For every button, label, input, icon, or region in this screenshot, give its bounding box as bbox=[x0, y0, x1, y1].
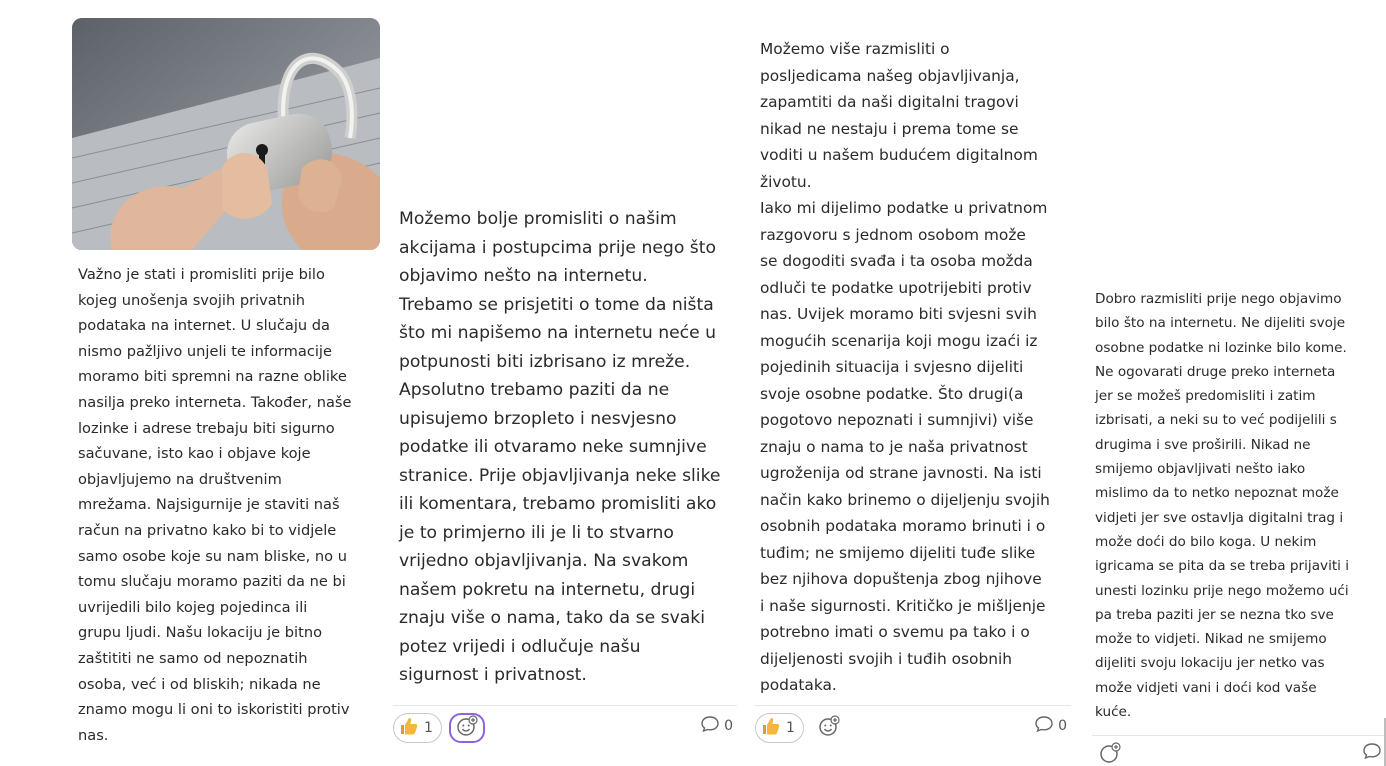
post-footer bbox=[755, 705, 1071, 748]
add-emoji-icon bbox=[818, 715, 840, 741]
add-reaction-button[interactable] bbox=[811, 713, 847, 743]
reaction-count: 1 bbox=[424, 720, 433, 736]
post-card-1 bbox=[72, 18, 380, 748]
thumbs-up-icon bbox=[399, 716, 419, 740]
post-card-3 bbox=[755, 36, 1069, 736]
add-reaction-button[interactable] bbox=[449, 713, 485, 743]
post-card-4 bbox=[1092, 287, 1386, 724]
post-card-2 bbox=[393, 205, 735, 736]
post-footer bbox=[393, 705, 737, 748]
comment-count: 0 bbox=[724, 718, 733, 734]
post-text: Dobro razmisliti prije nego objavimo bilo što na internetu. Ne dijeliti svoje osobne podatke ni lozinke bilo kome. Ne ogovarati druge preko interneta jer se možeš predomisliti i zatim izbrisati, a neki su to već podijelili s drugima i sve proširili. Nikad ne smijemo objavljivati nešto iako mislimo da to netko nepoznat može vidjeti jer sve ostavlja digitalni trag i može doći do bilo koga. U nekim igricama se pita da se treba prijaviti i unesti lozinku prije nego možemo ući pa treba paziti jer se nezna tko sve može to vidjeti. Nikad ne smijemo dijeliti svoju lokaciju jer netko vas može vidjeti vani i doći kod vaše kuće. bbox=[1095, 291, 1350, 721]
comment-button[interactable] bbox=[1362, 742, 1382, 764]
comment-bubble-icon bbox=[1362, 742, 1382, 764]
add-emoji-icon bbox=[456, 715, 478, 741]
comment-button[interactable] bbox=[700, 715, 733, 737]
comment-bubble-icon bbox=[700, 715, 720, 737]
thumbs-up-reaction-button[interactable] bbox=[755, 713, 804, 743]
comment-bubble-icon bbox=[1034, 715, 1054, 737]
padlock-photo bbox=[72, 18, 380, 250]
post-footer-partial bbox=[1092, 735, 1386, 766]
thumbs-up-icon bbox=[761, 716, 781, 740]
reaction-count: 1 bbox=[786, 720, 795, 736]
comment-button[interactable] bbox=[1034, 715, 1067, 737]
comment-count: 0 bbox=[1058, 718, 1067, 734]
thumbs-up-reaction-button[interactable] bbox=[393, 713, 442, 743]
post-text: Možemo više razmisliti o posljedicama našeg objavljivanja, zapamtiti da naši digitalni tragovi nikad ne nestaju i prema tome se voditi u našem budućem digitalnom životu. Iako mi dijelimo podatke u privatnom razgovoru s jednom osobom može se dogoditi svađa i ta osoba možda odluči te podatke upotrijebiti protiv nas. Uvijek moramo biti svjesni svih mogućih scenarija koji mogu izaći iz pojedinih situacija i svjesno dijeliti svoje osobne podatke. Što drugi(a pogotovo nepoznati i sumnjivi) više znaju o nama to je naša privatnost ugroženija od strane javnosti. Na isti način kako brinemo o dijeljenju svojih osobnih podataka moramo brinuti i o tuđim; ne smijemo dijeliti tuđe slike bez njihova dopuštenja zbog njihove i naše sigurnosti. Kritičko je mišljenje potrebno imati o svemu pa tako i o dijeljenosti svojih i tuđih osobnih podataka. bbox=[760, 40, 1050, 694]
post-text: Važno je stati i promisliti prije bilo kojeg unošenja svojih privatnih podataka na internet. U slučaju da nismo pažljivo unjeli te informacije moramo biti spremni na razne oblike nasilja preko interneta. Također, naše lozinke i adrese trebaju biti sigurno sačuvane, isto kao i objave koje objavljujemo na društvenim mrežama. Najsigurnije je staviti naš račun na privatno kako bi to vidjele samo osobe koje su nam bliske, no u tomu slučaju moramo paziti da ne bi uvrijedili bilo kojeg pojedinca ili grupu ljudi. Našu lokaciju je bitno zaštititi ne samo od nepoznatih osoba, već i od bliskih; nikada ne znamo mogu li oni to iskoristiti protiv nas. bbox=[78, 266, 352, 744]
padlock-laptop-image bbox=[72, 18, 380, 250]
post-text: Možemo bolje promisliti o našim akcijama i postupcima prije nego što objavimo nešto na internetu. Trebamo se prisjetiti o tome da ništa što mi napišemo na internetu neće u potpunosti biti izbrisano iz mreže. Apsolutno trebamo paziti da ne upisujemo brzopleto i nesvjesno podatke ili otvaramo neke sumnjive stranice. Prije objavljivanja neke slike ili komentara, trebamo promisliti ako je to primjerno ili je li to stvarno vrijedno objavljivanja. Na svakom našem pokretu na internetu, drugi znaju više o nama, tako da se svaki potez vrijedi i odlučuje našu sigurnost i privatnost. bbox=[399, 209, 721, 685]
add-reaction-button[interactable] bbox=[1092, 740, 1128, 766]
add-emoji-icon bbox=[1099, 742, 1121, 766]
